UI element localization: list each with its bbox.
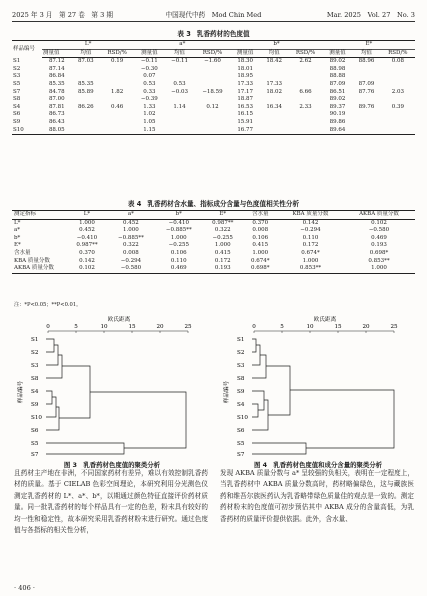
table3-cell: 86.43 [48,118,65,125]
table3-cell [72,127,100,135]
table4-cell: 0.853** [299,265,322,272]
table3-cell: 85.35 [48,80,65,87]
table3-cell [288,73,322,81]
table3-group-a: a* [134,41,230,50]
table3-cell: 16.77 [237,126,254,133]
table4-cell: b* [14,234,21,241]
fig4-leaf: S5 [237,441,245,447]
table4-cell: 0.322 [214,227,231,234]
table3-cell [260,119,288,127]
table3-cell: −18.59 [202,88,223,95]
fig3-leaf: S4 [31,389,39,395]
table3-cell [260,127,288,135]
table3-sub-rsd: RSD/% [195,49,231,58]
table3-cell [288,96,322,104]
table4-row [12,265,415,273]
table3-cell: S5 [13,80,21,87]
table3-cell [381,73,415,81]
table3-cell: 90.19 [329,111,346,118]
table3-sub-mean: 均值 [72,49,100,58]
header-issue-en: Mar. 2025 Vol. 27 No. 3 [326,11,415,19]
table3-cell: 88.88 [329,73,346,80]
table3-sub-rsd: RSD/% [288,49,322,58]
table3-sub-mean: 均值 [164,49,194,58]
table3-row [12,104,415,112]
table3-cell [260,73,288,81]
table3-cell: 89.64 [329,126,346,133]
table4-cell: 1.000 [79,219,95,226]
table3-cell: 2.03 [391,88,404,95]
table4-cell: 0.008 [252,227,269,234]
table3-cell: −1.60 [204,58,221,65]
figure4 [220,314,416,456]
table4 [12,210,415,274]
table3-cell [100,127,134,135]
table3-cell [260,96,288,104]
table4-caption [0,198,427,208]
table3-sub-measured: 测量值 [230,49,260,58]
table3-cell [100,73,134,81]
table4-cell: 0.674* [251,257,270,264]
table3-cell: 0.19 [111,58,124,65]
table4-cell: KBA 质量分数 [14,257,50,264]
table3-cell: 89.76 [358,103,375,110]
table3-cell: 18.87 [237,96,254,103]
table3-cell: S4 [13,103,21,110]
table3-cell: 0.53 [173,80,186,87]
header-journal: 中国现代中药 Mod Chin Med [165,11,262,19]
table3-group-E: E* [323,41,415,50]
table3-cell: 87.09 [358,80,375,87]
table3-cell [381,111,415,119]
table3-cell: 0.46 [111,103,124,110]
table4-row [12,235,415,243]
table4-cell: −0.410 [168,219,189,226]
fig3-tick: 20 [156,324,164,330]
table3-cell [195,127,231,135]
table3-cell: S10 [13,126,24,133]
table4-row [12,227,415,235]
table3-cell: 2.62 [299,58,312,65]
table4-cell: 0.106 [252,234,269,241]
table4-body [12,219,415,273]
table3-cell: 86.51 [329,88,346,95]
table4-cell: 1.000 [252,249,269,256]
table3 [12,40,415,135]
table3-row [12,66,415,74]
table3-cell [100,81,134,89]
table3-row [12,73,415,81]
fig4-leaf: S10 [237,415,248,421]
table4-cell: 0.452 [123,219,139,226]
table3-body [12,58,415,135]
table3-cell: 87.81 [48,103,65,110]
table3-cell: 84.78 [48,88,65,95]
table3-cell: 18.95 [237,73,254,80]
table4-cell: 0.142 [302,219,319,226]
table3-caption [0,28,427,38]
table3-cell: S3 [13,73,21,80]
table4-cell: a* [14,227,21,234]
fig4-tick: 20 [362,324,370,330]
table4-cell: −0.294 [300,227,321,234]
table4-cell: 0.102 [79,265,95,272]
table3-cell [381,66,415,74]
table3-cell: −0.11 [140,58,158,65]
table4-cell: 含水量 [14,249,31,256]
table3-cell [164,66,194,74]
table4-cell: 0.172 [302,242,319,249]
table3-cell: 2.33 [299,103,312,110]
table3-cell: 16.15 [237,111,254,118]
fig3-leaf: S7 [31,452,39,456]
table3-cell [164,119,194,127]
table3-row [12,119,415,127]
table3-row [12,96,415,104]
table4-row [12,219,415,227]
table3-cell: 89.37 [329,103,346,110]
figure3-number: 图 3 [63,461,77,469]
table3-cell: −0.11 [171,58,188,65]
figure4-title: 乳香药材色度值和成分含量的聚类分析 [273,461,383,469]
table3-cell: 88.05 [48,126,65,133]
fig4-tick: 5 [280,324,284,330]
table3-cell: 1.15 [143,126,156,133]
table3-cell [195,73,231,81]
table3-cell [72,66,100,74]
table3-cell [288,111,322,119]
table3-cell: 0.53 [143,80,156,87]
table4-cell: −0.294 [120,257,142,264]
table3-cell: 85.89 [77,88,94,95]
table4-title: 乳香药材含水量、指标成分含量与色度值相关性分析 [147,200,300,208]
fig4-tick: 0 [252,324,256,330]
fig4-ylabel: 样品编号 [224,380,230,404]
table4-cell: 1.000 [214,242,231,249]
table3-cell: S7 [13,88,21,95]
table4-cell: 0.698* [369,249,389,256]
fig3-tick: 0 [46,324,50,330]
table4-row [12,258,415,266]
fig4-tick: 15 [334,324,342,330]
fig4-branches [252,339,394,454]
table4-cell: 0.370 [252,219,269,226]
table4-cell: 0.698* [251,265,270,272]
table3-cell [100,119,134,127]
table3-cell: −0.39 [140,96,158,103]
fig3-axis-title: 欧氏距离 [107,317,131,323]
table4-cell: 0.987** [212,219,234,226]
table4-cell: 0.322 [123,242,139,249]
table3-cell [288,66,322,74]
table3-cell [381,81,415,89]
header-rule [12,21,415,22]
table3-cell [352,119,380,127]
fig4-leaf: S9 [237,389,245,395]
table3-cell [164,111,194,119]
body-text-left: 且药材主产地在非洲，不同国家药材有差异，难以有效控制乳香药材的质量。基于 CIELAB 色彩空间理论，本研究利用分光测色仪测定乳香药材的 L*、a*、b*，以期通过颜色特征直接评价药材质量。同一批乳香药材的每个样品具有一定的色差，粉末具有较好的均一性和稳定性，故本研究采用乳香药材粉末进行研究。通过色度值与各指标的相关性分析， [14,469,208,535]
table3-cell [352,73,380,81]
table3-cell [381,96,415,104]
table4-col-7: AKBA 质量分数 [343,211,415,220]
table3-cell: 86.73 [48,111,65,118]
table4-col-6: KBA 质量分数 [278,211,343,220]
table3-cell [72,119,100,127]
table3-cell: 0.39 [391,103,404,110]
table3-cell: 1.33 [143,103,156,110]
table4-cell: −0.885** [117,234,144,241]
table4-cell: 0.370 [79,249,95,256]
table3-sub-measured: 测量值 [42,49,72,58]
table3-cell [260,66,288,74]
table3-group-L: L* [42,41,134,50]
fig4-leaf: S3 [237,363,245,369]
fig3-leaf: S6 [31,428,39,434]
fig4-leaf: S4 [237,402,245,408]
table3-sub-mean: 均值 [352,49,380,58]
fig4-tick: 10 [306,324,314,330]
table3-sub-rsd: RSD/% [100,49,134,58]
table3-cell: −0.30 [140,65,158,72]
table4-cell: 0.110 [170,257,187,264]
table3-cell [72,96,100,104]
table3-cell: 87.03 [77,58,94,65]
table3-cell: 87.76 [358,88,375,95]
table3-cell: 17.33 [237,80,254,87]
table3-row [12,58,415,66]
table3-cell [100,66,134,74]
table4-cell: L* [14,219,21,226]
table4-col-5: 含水量 [243,211,278,220]
figure3-title: 乳香药材色度值的聚类分析 [83,461,161,469]
table4-cell: 0.142 [79,257,95,264]
fig3-leaf: S2 [31,350,39,356]
table3-cell [352,96,380,104]
table3-cell: 1.02 [143,111,156,118]
table3-cell: S9 [13,118,21,125]
table3-cell: 0.12 [206,103,219,110]
table3-cell: 89.02 [329,58,346,65]
table4-cell: 0.987** [76,242,98,249]
table4-col-2: a* [107,211,155,220]
fig3-tick: 10 [100,324,108,330]
table4-cell: 1.000 [302,257,319,264]
table3-cell: 1.05 [143,118,156,125]
table3-cell: 16.34 [266,103,283,110]
table4-row [12,250,415,258]
table3-cell: 87.14 [48,65,65,72]
table4-col-1: L* [67,211,107,220]
table3-cell: S8 [13,96,21,103]
table4-cell: 0.674* [301,249,320,256]
table3-cell [195,81,231,89]
table4-cell: 0.008 [123,249,139,256]
fig3-leaf: S8 [31,376,39,382]
table3-cell: 87.00 [48,96,65,103]
table3-sub-measured: 测量值 [323,49,353,58]
table3-cell: 18.01 [237,65,254,72]
table3-group-b: b* [230,41,322,50]
table3-cell: 6.66 [299,88,312,95]
fig3-ticks [46,324,192,330]
table4-cell: 0.106 [170,249,187,256]
table3-cell: 87.12 [48,58,65,65]
table4-cell: 0.469 [170,265,187,272]
table4-cell: 0.102 [371,219,387,226]
table3-cell: 0.33 [143,88,156,95]
body-text-right: 发现 AKBA 质量分数与 a* 呈较强的负相关，表明在一定程度上，当乳香药材中 AKBA 质量分数高时，药材略偏绿色，这与藏族医药和维吾尔族医药认为乳香略带绿色质量佳的观点是一致的。测定药材粉末的色度值可初步预估其中 AKBA 成分的含量高低，为乳香药材的质量评价提供依据。此外，含水量、 [220,469,414,523]
fig4-axis-title: 欧氏距离 [313,317,337,323]
table4-cell: 0.469 [371,234,387,241]
table3-cell: 16.53 [237,103,254,110]
fig3-ylabel: 样品编号 [18,380,24,404]
table4-note: 注：*P<0.05；**P<0.01。 [14,302,82,308]
table3-sub-mean: 均值 [260,49,288,58]
table3-cell [164,73,194,81]
table4-col-0: 测定指标 [12,211,67,220]
table3-cell: 88.98 [329,65,346,72]
fig4-ticks [252,324,398,330]
table4-cell: AKBA 质量分数 [14,265,54,272]
table4-cell: −0.885** [165,227,192,234]
fig4-leaf: S8 [237,376,245,382]
fig3-leaf: S9 [31,402,39,408]
table3-cell [195,111,231,119]
running-header [12,9,415,21]
table4-cell: 1.000 [170,234,187,241]
fig4-leaves [237,337,248,456]
table4-cell: 0.415 [214,249,231,256]
table3-cell: S2 [13,65,21,72]
table3-row [12,111,415,119]
table3-cell: 17.17 [237,88,254,95]
table4-col-3: b* [155,211,203,220]
table3-row [12,89,415,97]
table3-cell [195,96,231,104]
table3-cell [381,127,415,135]
table3-cell [195,66,231,74]
table3-cell: 89.86 [329,118,346,125]
fig4-leaf: S6 [237,428,245,434]
fig3-leaf: S3 [31,363,39,369]
table4-cell: 0.452 [79,227,95,234]
table3-cell: 1.14 [173,103,186,110]
table3-cell [164,127,194,135]
table3-cell: 17.33 [266,80,283,87]
table4-cell: 0.193 [371,242,387,249]
table3-cell [352,66,380,74]
table3-cell [100,111,134,119]
table4-cell: E* [14,242,21,249]
table3-cell: S1 [13,57,21,64]
table3-cell: 18.02 [266,88,283,95]
fig3-branches [46,339,186,454]
table3-cell: 89.02 [329,96,346,103]
table3-cell: S6 [13,111,21,118]
table3-cell [100,96,134,104]
table3-cell: 85.35 [77,80,94,87]
table3-sub-rsd: RSD/% [381,49,415,58]
fig4-tick: 25 [390,324,398,330]
table3-cell: 0.08 [391,58,404,65]
table3-row [12,81,415,89]
table4-cell: 1.000 [371,265,387,272]
table4-number: 表 4 [127,200,142,208]
table4-cell: −0.255 [212,234,233,241]
table3-cell: 1.82 [111,88,124,95]
table3-col-sample: 样品编号 [13,45,36,52]
table3-number: 表 3 [177,30,191,38]
fig3-leaf: S5 [31,441,39,447]
table3-cell: 86.84 [48,73,65,80]
figure3 [14,314,210,456]
fig3-tick: 25 [184,324,192,330]
fig3-leaf: S1 [31,337,39,343]
table4-cell: −0.255 [168,242,189,249]
fig3-leaves [31,337,42,456]
fig3-leaf: S10 [31,415,42,421]
table4-col-4: E* [203,211,243,220]
table3-cell [72,111,100,119]
table3-cell: 88.96 [358,58,375,65]
table3-cell [352,127,380,135]
table3-title: 乳香药材的色度值 [196,30,250,38]
table3-cell: 18.30 [237,58,254,65]
table3-cell: 87.09 [329,80,346,87]
table3-cell [352,111,380,119]
table3-cell [288,127,322,135]
table4-cell: 0.853** [368,257,390,264]
table4-cell: 0.110 [302,234,319,241]
page-number: · 406 · [14,584,35,592]
table4-cell: −0.580 [368,227,390,234]
table4-cell: 0.172 [214,257,231,264]
table3-cell [72,73,100,81]
header-issue: 2025 年 3 月 第 27 卷 第 3 期 [12,11,113,19]
table3-sub-measured: 测量值 [134,49,164,58]
fig4-leaf: S7 [237,452,245,456]
table3-cell: 86.26 [77,103,94,110]
fig4-leaf: S2 [237,350,245,356]
fig3-tick: 5 [74,324,78,330]
figure4-number: 图 4 [253,461,268,469]
table3-cell [288,81,322,89]
fig4-leaf: S1 [237,337,245,343]
table3-cell: 18.42 [266,58,283,65]
table4-cell: −0.410 [76,234,98,241]
table3-cell [164,96,194,104]
table3-cell: 15.91 [237,118,254,125]
table3-row [12,127,415,135]
table4-cell: 0.193 [214,265,231,272]
table4-cell: 1.000 [123,227,139,234]
table3-cell [260,111,288,119]
fig3-tick: 15 [128,324,136,330]
table4-cell: 0.415 [252,242,269,249]
table3-cell [381,119,415,127]
table3-cell [195,119,231,127]
table4-row [12,242,415,250]
table3-cell: −0.03 [171,88,188,95]
table3-cell: 0.07 [143,73,156,80]
table4-cell: −0.580 [120,265,142,272]
table3-cell [288,119,322,127]
